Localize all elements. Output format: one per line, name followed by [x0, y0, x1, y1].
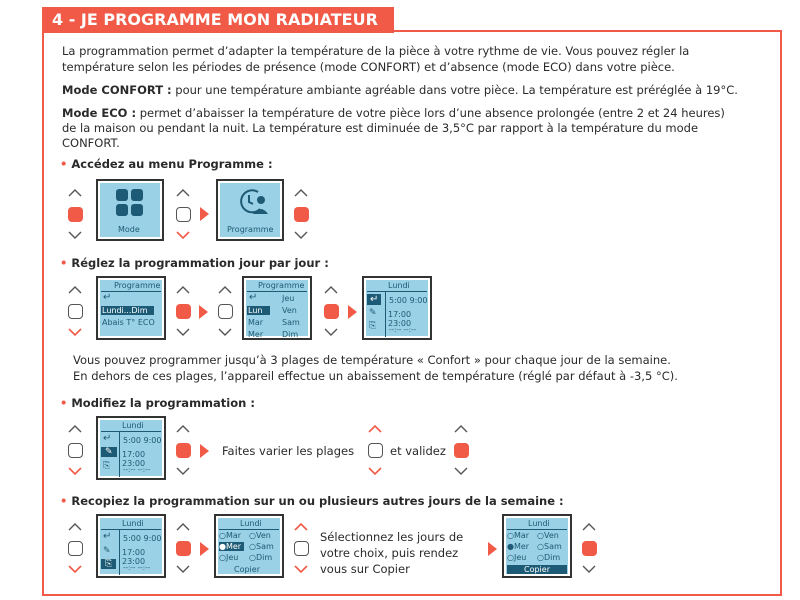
chevron-up-icon[interactable] [176, 424, 190, 434]
day-jeu: Jeu [282, 294, 295, 303]
day-lun-selected: Lun [247, 306, 270, 315]
schedule-range-2: 17:00 23:00 [122, 548, 146, 566]
chevron-down-icon[interactable] [324, 327, 338, 337]
ok-button[interactable] [368, 443, 383, 458]
screen-title: Lundi [528, 519, 550, 528]
schedule-range-3: --:-- --:-- [123, 466, 151, 474]
intro-line-1: La programmation permet d’adapter la température de la pièce à votre rythme de vie. Vous pouvez régler la [62, 44, 690, 58]
day-mar-option: ○Mar [219, 531, 242, 540]
confort-paragraph [62, 83, 762, 97]
chevron-down-icon-active[interactable] [294, 564, 308, 574]
chevron-up-icon[interactable] [294, 188, 308, 198]
chevron-down-icon-active[interactable] [368, 466, 382, 476]
day-ven: Ven [282, 306, 297, 315]
day-dim-option: ○Dim [537, 553, 561, 562]
schedule-range-1: 5:00 9:00 [123, 534, 162, 543]
ok-button[interactable] [68, 443, 83, 458]
screen-mode [96, 179, 164, 241]
step2-heading: • Réglez la programmation jour par jour : [60, 256, 329, 270]
chevron-down-icon-active[interactable] [68, 466, 82, 476]
confort-label: Mode CONFORT : [62, 83, 172, 97]
chevron-up-icon[interactable] [68, 424, 82, 434]
step4-text-1: Sélectionnez les jours de [320, 530, 464, 544]
intro-line-2: température selon les périodes de présence (mode CONFORT) et d’absence (mode ECO) dans votre pièce. [62, 60, 675, 74]
day-mar-option: ○Mar [507, 531, 530, 540]
screen-title: Programme [114, 281, 161, 290]
chevron-down-icon[interactable] [218, 327, 232, 337]
arrow-right-icon [348, 305, 357, 319]
ok-button-active[interactable] [176, 541, 191, 556]
screen-title: Lundi [388, 281, 410, 290]
pencil-icon: ✎ [103, 546, 111, 556]
chevron-up-icon[interactable] [68, 522, 82, 532]
day-ven-option: ○Ven [249, 531, 271, 540]
back-icon: ↵ [367, 294, 381, 305]
day-ven-option: ○Ven [537, 531, 559, 540]
screen-copy-schedule [96, 514, 166, 578]
chevron-up-icon[interactable] [218, 285, 232, 295]
chevron-up-icon[interactable] [454, 424, 468, 434]
chevron-down-icon-active[interactable] [176, 230, 190, 240]
step1-heading: • Accédez au menu Programme : [60, 157, 273, 171]
chevron-down-icon[interactable] [582, 564, 596, 574]
screen-title: Lundi [240, 519, 262, 528]
step4-heading: • Recopiez la programmation sur un ou plusieurs autres jours de la semaine : [60, 494, 564, 508]
chevron-down-icon[interactable] [294, 230, 308, 240]
ok-button-active[interactable] [176, 304, 191, 319]
screen-title: Programme [258, 281, 305, 290]
step4-text-3: vous sur Copier [320, 562, 410, 576]
eco-text-3: CONFORT. [62, 136, 120, 150]
screen-day-select [242, 276, 312, 340]
ok-button-active[interactable] [176, 443, 191, 458]
day-dim: Dim [282, 330, 299, 339]
chevron-up-icon[interactable] [176, 522, 190, 532]
grid-icon [115, 188, 145, 218]
eco-label: Mode ECO : [62, 106, 137, 120]
screen-day-checklist [214, 514, 284, 578]
copy-icon: ⎘ [369, 321, 377, 331]
arrow-right-icon [200, 207, 209, 221]
chevron-down-icon-active[interactable] [68, 327, 82, 337]
ok-button[interactable] [68, 541, 83, 556]
day-sam-option: ○Sam [537, 542, 562, 551]
section-title: 4 - JE PROGRAMME MON RADIATEUR [42, 7, 394, 33]
eco-text-1: permet d’abaisser la température de votre pièce lors d’une absence prolongée (entre 2 et 24 heures) [136, 106, 725, 120]
pencil-icon: ✎ [369, 308, 377, 318]
menu-item-lundi-dim: Lundi...Dim [101, 306, 154, 315]
arrow-right-icon [200, 542, 209, 556]
back-icon: ↵ [103, 531, 112, 542]
schedule-range-2: 17:00 23:00 [388, 310, 412, 328]
ok-button-active[interactable] [68, 207, 83, 222]
schedule-range-2: 17:00 23:00 [122, 450, 146, 468]
step3-heading: • Modifiez la programmation : [60, 396, 255, 410]
step2-note-2: En dehors de ces plages, l’appareil effectue un abaissement de température (réglé par défaut à -3,5 °C). [73, 369, 678, 383]
step3-text-vary: Faites varier les plages [222, 444, 355, 458]
screen-title: Lundi [122, 519, 144, 528]
day-mer-option-checked: ●Mer [507, 542, 530, 551]
step3-text-validate: et validez [390, 444, 446, 458]
chevron-down-icon[interactable] [176, 466, 190, 476]
clock-person-icon [236, 187, 268, 217]
menu-item-abais: Abais T° ECO [102, 318, 155, 327]
day-sam: Sam [282, 318, 300, 327]
ok-button-active[interactable] [454, 443, 469, 458]
chevron-up-icon[interactable] [324, 285, 338, 295]
chevron-up-icon-active[interactable] [294, 522, 308, 532]
back-icon: ↵ [249, 292, 258, 303]
screen-edit-schedule [96, 416, 166, 480]
day-dim-option: ○Dim [249, 553, 273, 562]
ok-button-active[interactable] [294, 207, 309, 222]
ok-button-active[interactable] [324, 304, 339, 319]
copy-label: Copier [234, 565, 260, 574]
ok-button[interactable] [176, 207, 191, 222]
back-icon: ↵ [103, 292, 112, 303]
copy-icon: ⎘ [101, 559, 116, 569]
day-jeu-option: ○Jeu [219, 553, 239, 562]
day-mer-option-selected: ●Mer [219, 542, 244, 551]
schedule-range-1: 5:00 9:00 [123, 436, 162, 445]
chevron-up-icon[interactable] [176, 285, 190, 295]
schedule-range-3: --:-- --:-- [123, 564, 151, 572]
screen-copy-confirm [502, 514, 572, 578]
chevron-down-icon[interactable] [176, 564, 190, 574]
pencil-icon: ✎ [101, 447, 117, 457]
screen-programme-label: Programme [227, 225, 274, 234]
schedule-range-3: --:-- --:-- [389, 326, 417, 334]
chevron-up-icon[interactable] [68, 285, 82, 295]
screen-day-schedule [362, 276, 432, 340]
screen-programme-menu [96, 276, 166, 340]
chevron-up-icon[interactable] [176, 188, 190, 198]
arrow-right-icon [199, 305, 208, 319]
arrow-right-icon [200, 444, 209, 458]
eco-paragraph [62, 106, 762, 120]
chevron-down-icon[interactable] [176, 327, 190, 337]
chevron-down-icon-active[interactable] [68, 564, 82, 574]
ok-button-active[interactable] [582, 541, 597, 556]
day-mer: Mer [248, 330, 264, 339]
screen-programme [216, 179, 284, 241]
eco-text-2: de la maison ou pendant la nuit. La température est diminuée de 3,5°C par rapport à la température du mode [62, 121, 699, 135]
step4-text-2: votre choix, puis rendez [320, 546, 459, 560]
day-sam-option: ○Sam [249, 542, 274, 551]
day-mar: Mar [248, 318, 264, 327]
chevron-down-icon[interactable] [68, 230, 82, 240]
chevron-up-icon[interactable] [68, 188, 82, 198]
day-jeu-option: ○Jeu [507, 553, 527, 562]
back-icon: ↵ [103, 433, 112, 444]
screen-mode-label: Mode [118, 225, 140, 234]
chevron-up-icon-active[interactable] [368, 424, 382, 434]
ok-button[interactable] [218, 304, 233, 319]
schedule-range-1: 5:00 9:00 [389, 296, 428, 305]
copy-label-selected: Copier [507, 565, 567, 574]
screen-title: Lundi [122, 421, 144, 430]
copy-icon: ⎘ [103, 461, 111, 471]
step2-note-1: Vous pouvez programmer jusqu’à 3 plages de température « Confort » pour chaque jour de la semaine. [73, 353, 671, 367]
arrow-right-icon [488, 542, 497, 556]
ok-button[interactable] [294, 541, 309, 556]
ok-button[interactable] [68, 304, 83, 319]
chevron-up-icon[interactable] [582, 522, 596, 532]
chevron-down-icon[interactable] [454, 466, 468, 476]
confort-text: pour une température ambiante agréable dans votre pièce. La température est préréglée à 19°C. [171, 83, 738, 97]
